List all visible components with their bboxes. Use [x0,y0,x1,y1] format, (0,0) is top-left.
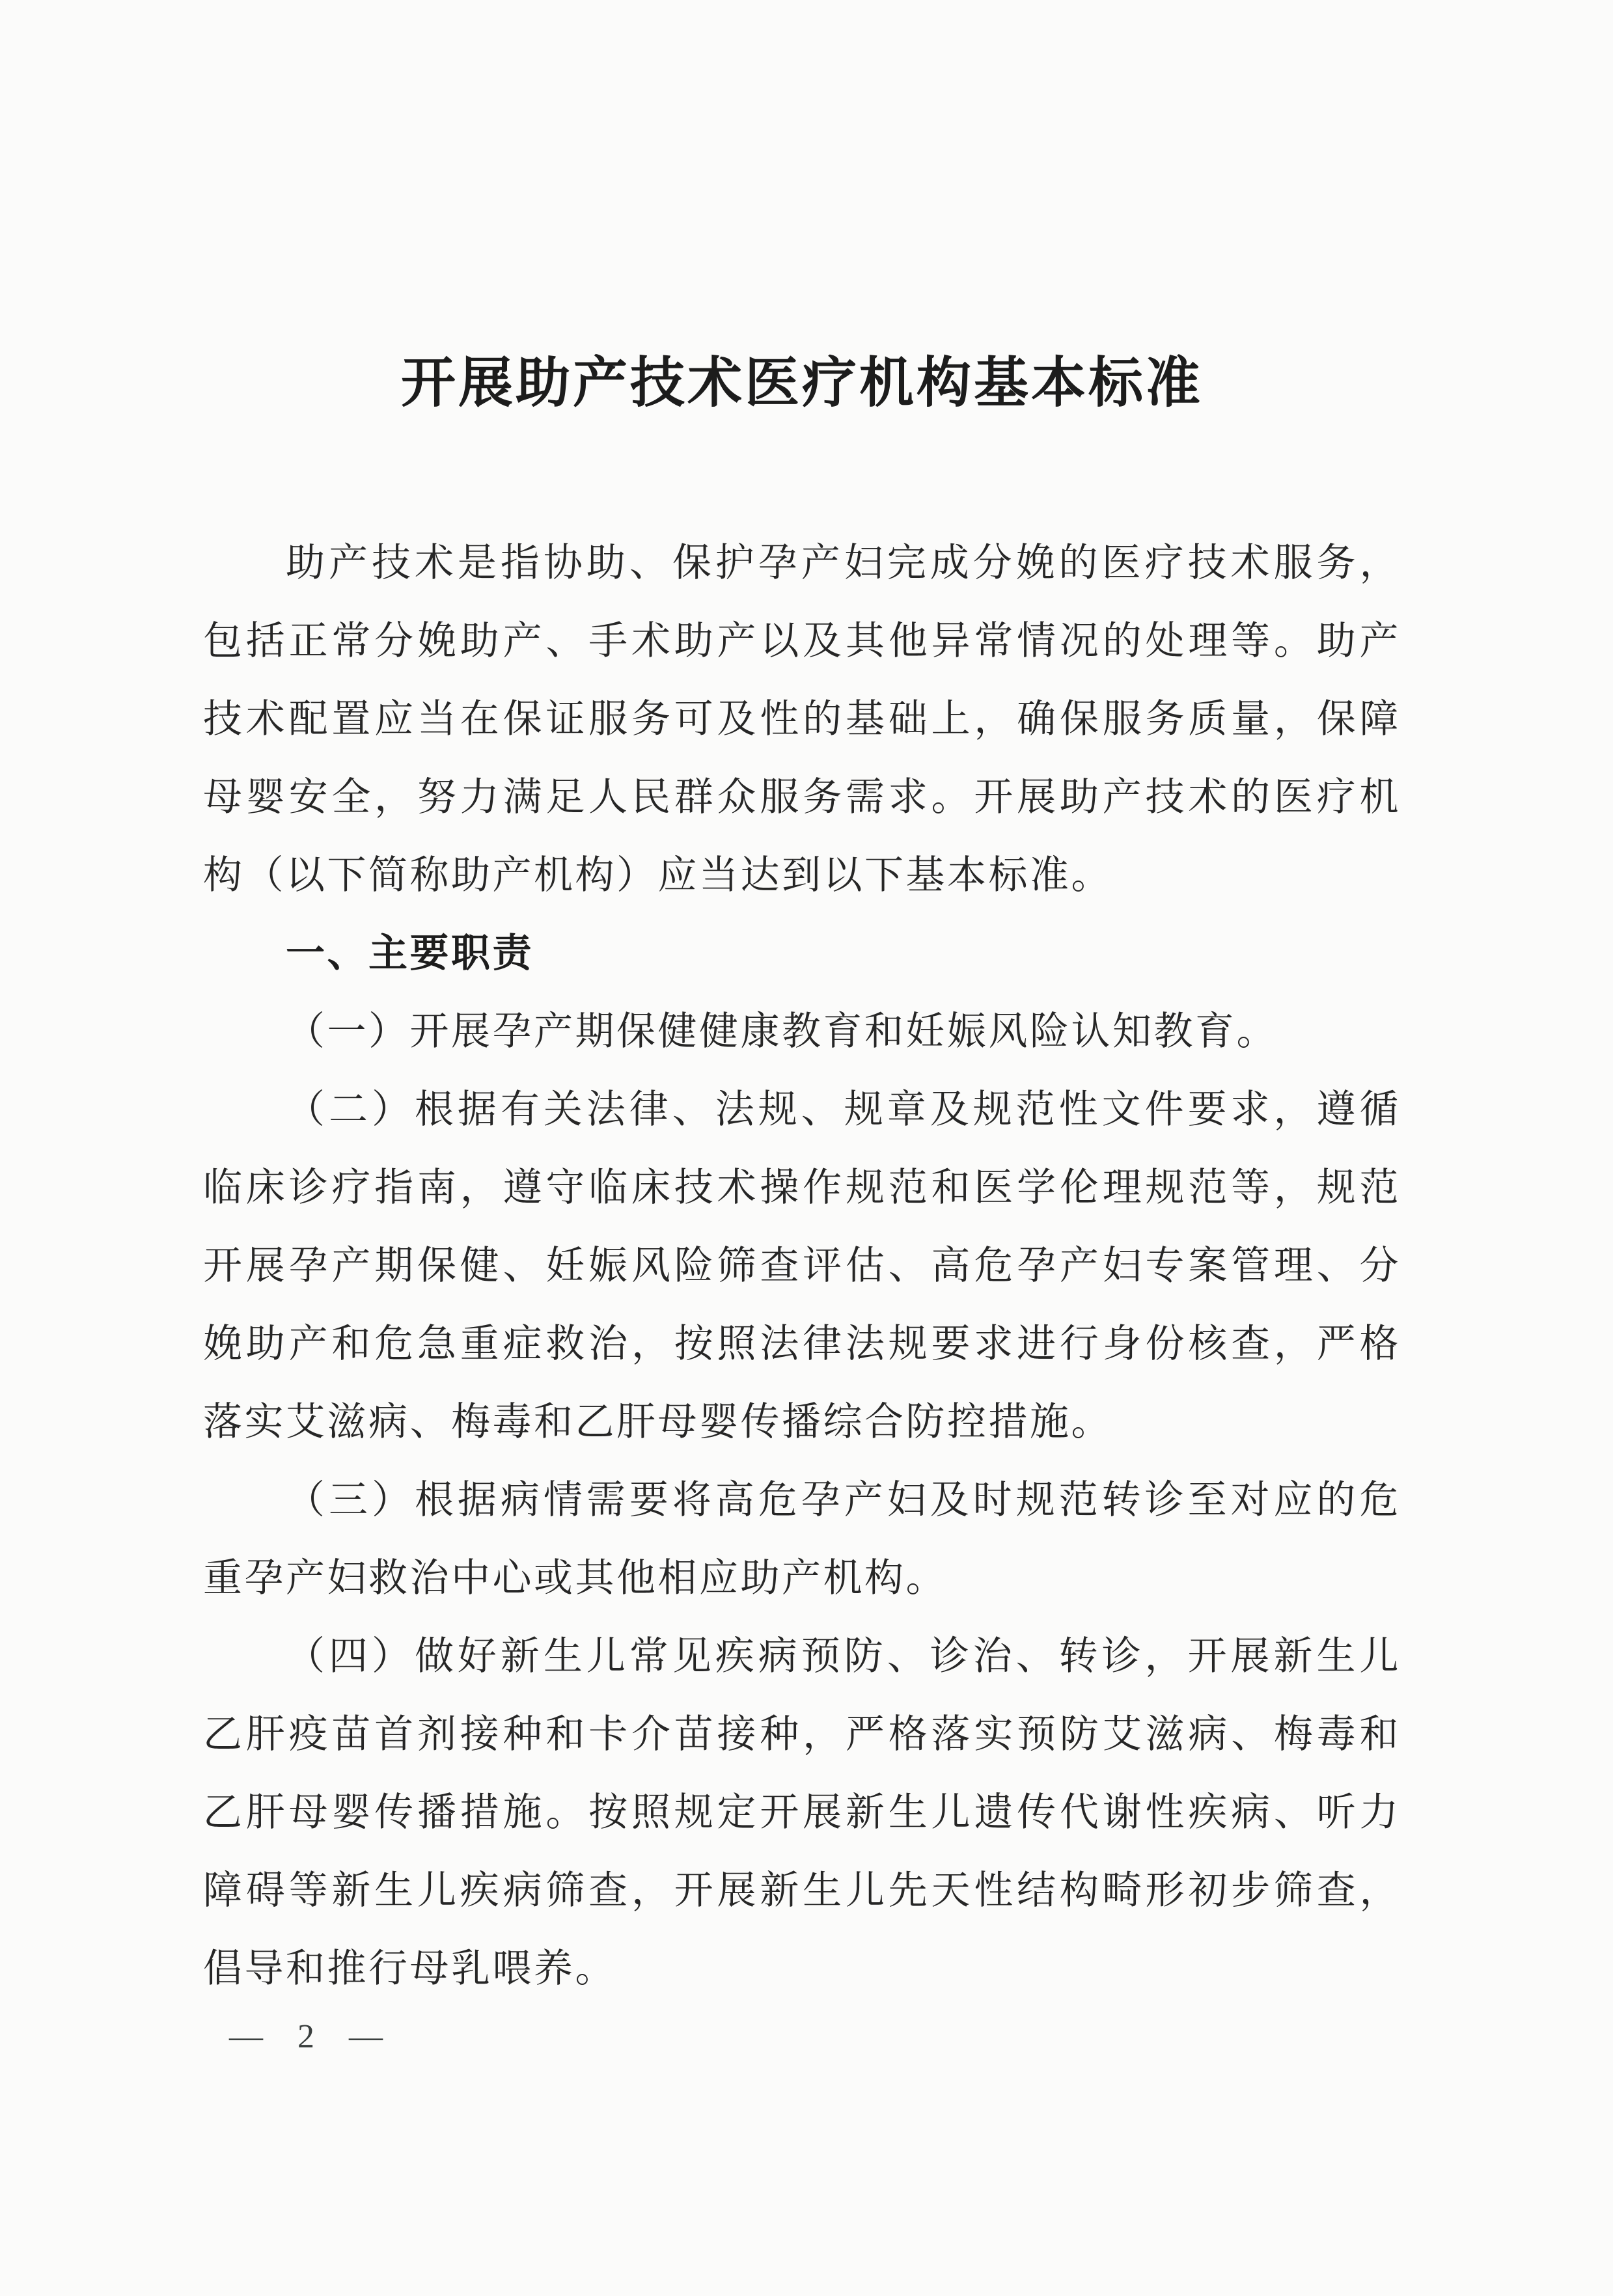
paragraph-duty-2: （二）根据有关法律、法规、规章及规范性文件要求，遵循临床诊疗指南，遵守临床技术操作规范和医学伦理规范等，规范开展孕产期保健、妊娠风险筛查评估、高危孕产妇专案管理、分娩助产和危急重症救治，按照法律法规要求进行身份核查，严格落实艾滋病、梅毒和乙肝母婴传播综合防控措施。 [203,1088,1401,1443]
paragraph-duty-4: （四）做好新生儿常见疾病预防、诊治、转诊，开展新生儿乙肝疫苗首剂接种和卡介苗接种，严格落实预防艾滋病、梅毒和乙肝母婴传播措施。按照规定开展新生儿遗传代谢性疾病、听力障碍等新生儿疾病筛查，开展新生儿先天性结构畸形初步筛查，倡导和推行母乳喂养。 [203,1635,1401,1990]
paragraph-duty-3: （三）根据病情需要将高危孕产妇及时规范转诊至对应的危重孕产妇救治中心或其他相应助产机构。 [203,1479,1401,1600]
paragraph-intro: 助产技术是指协助、保护孕产妇完成分娩的医疗技术服务，包括正常分娩助产、手术助产以及其他异常情况的处理等。助产技术配置应当在保证服务可及性的基础上，确保服务质量，保障母婴安全，努力满足人民群众服务需求。开展助产技术的医疗机构（以下简称助产机构）应当达到以下基本标准。 [203,541,1401,897]
paragraph-duty-1: （一）开展孕产期保健健康教育和妊娠风险认知教育。 [286,1010,1278,1053]
page-number: — 2 — [229,2018,387,2055]
document-title: 开展助产技术医疗机构基本标准 [400,353,1203,414]
section-heading-main-duties: 一、主要职责 [286,931,534,975]
document-body [203,524,1401,2008]
